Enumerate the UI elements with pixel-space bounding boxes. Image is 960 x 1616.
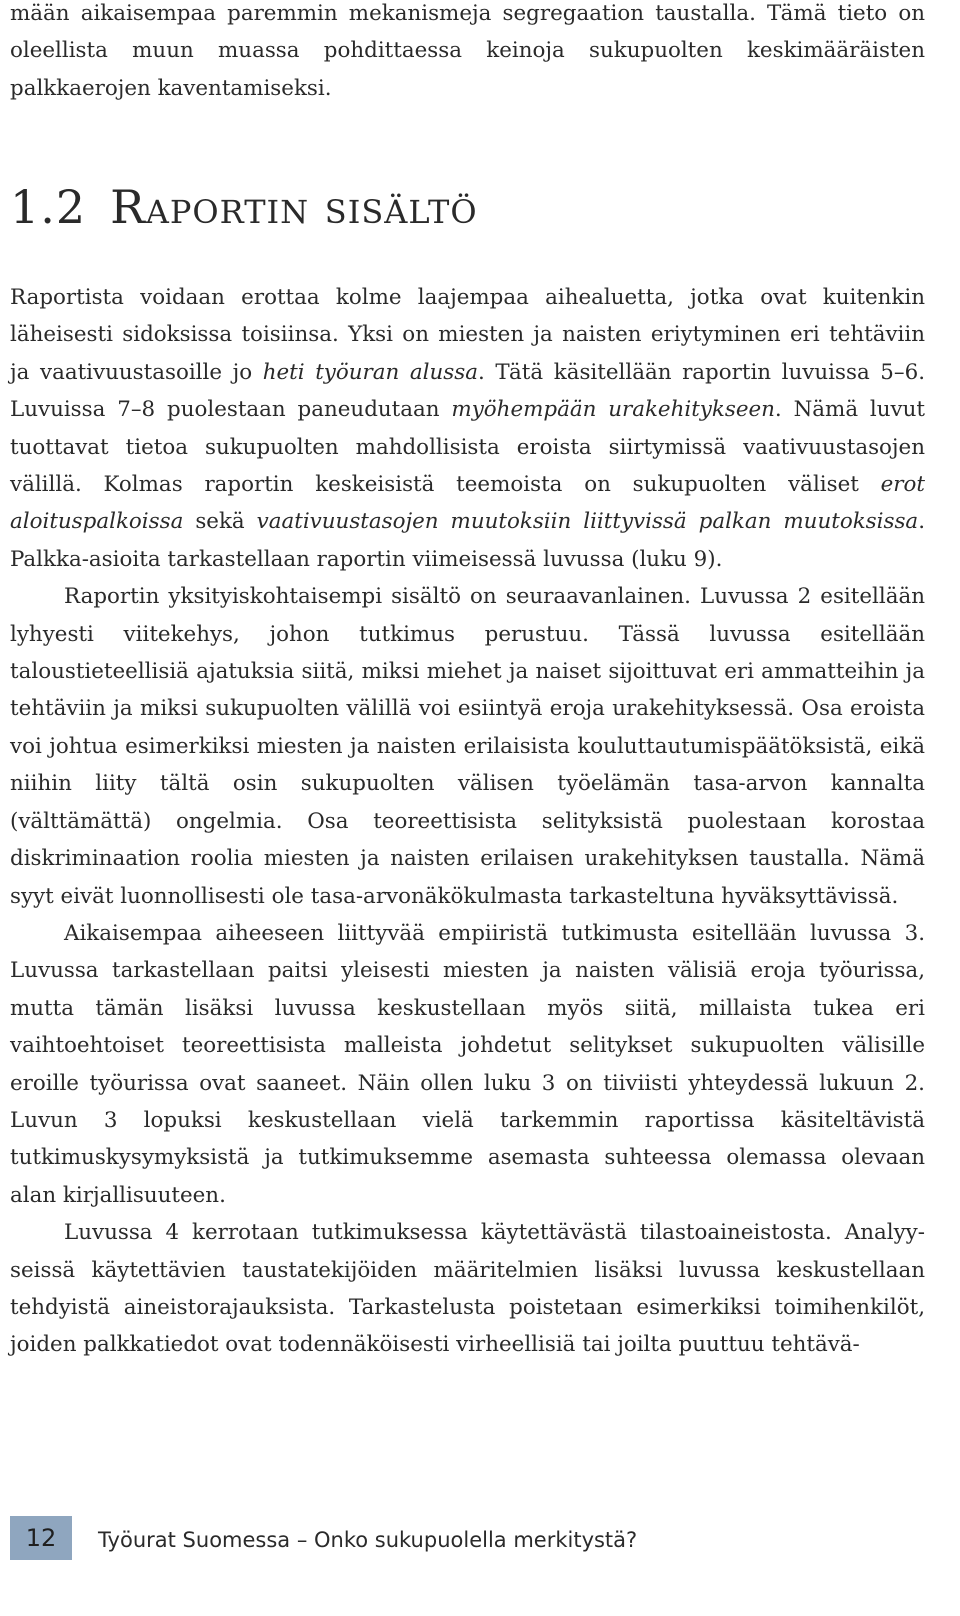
paragraph-1-part: . Tätä käsitellään raportin luvuissa 5–6. Luvuissa 7–8 puolestaan paneudutaan	[10, 359, 926, 423]
paragraph-1-part: Raportista voidaan erottaa kolme laajempaa aihealuetta, jotka ovat kuitenkin läheisesti sidoksissa toisiinsa. Yksi on miesten ja naisten eriytyminen eri tehtäviin ja vaativuustasoille jo	[10, 285, 925, 385]
intro-paragraph	[10, 0, 925, 107]
paragraph-1-part: . Palkka-asioita tarkastellaan raportin viimeisessä luvussa (luku 9).	[10, 509, 925, 572]
emphasis-text: vaativuustasojen muutoksiin liittyvissä palkan muutoksissa	[256, 509, 919, 535]
paragraph-2: Raportin yksityiskohtaisempi sisältö on seuraavanlainen. Luvussa 2 esitellään lyhyesti viitekehys, johon tutkimus perustuu. Tässä luvussa esitellään taloustieteellisiä ajatuksia siitä, miksi miehet ja naiset sijoittuvat eri ammatteihin ja tehtäviin ja miksi sukupuolten välillä voi esiintyä eroja urakehityksessä. Osa eroista voi johtua esimerkiksi miesten ja naisten erilaisista kouluttautumispäätöksistä, eikä niihin liity tältä osin sukupuolten välisen työelämän tasa-arvon kannalta (välttämättä) ongelmia. Osa teoreettisista selityksistä puolestaan korostaa diskriminaation roolia miesten ja naisten erilaisen urakehityksen taustalla. Nämä syyt eivät luonnollisesti ole tasa-arvonäkökulmasta tarkasteltuna hyväksyttävissä.	[10, 584, 925, 909]
section-number: 1.2	[10, 180, 87, 234]
emphasis-text: erot aloituspalkoissa	[10, 472, 925, 535]
body-text	[10, 279, 925, 1364]
intro-text: mään aikaisempaa paremmin mekanismeja segregaation taustalla. Tämä tieto on oleellista muun muassa pohdittaessa keinoja sukupuolten keskimääräisten palkkaerojen kaventamiseksi.	[10, 1, 925, 101]
emphasis-text: heti työuran alussa	[262, 359, 478, 385]
page-footer	[10, 1516, 910, 1562]
paragraph-1-part: sekä	[183, 509, 257, 535]
paragraph-1	[10, 279, 925, 578]
page-number: 12	[10, 1516, 72, 1560]
section-title: Raportin sisältö	[110, 180, 478, 234]
publication-title: Työurat Suomessa – Onko sukupuolella merkitystä?	[98, 1528, 638, 1552]
paragraph-3: Aikaisempaa aiheeseen liittyvää empiiristä tutkimusta esitellään luvussa 3. Luvussa tarkastellaan paitsi yleisesti miesten ja naisten välisiä eroja työurissa, mutta tämän lisäksi luvussa keskustellaan myös siitä, millaista tukea eri vaihtoehtoiset teoreettisista malleista johdetut selitykset sukupuolten välisille eroille työurissa ovat saaneet. Näin ollen luku 3 on tiiviisti yhteydessä lukuun 2. Luvun 3 lopuksi keskustellaan vielä tarkemmin raportissa käsiteltävistä tutkimuskysymyksistä ja tutkimuksemme asemasta suhteessa olemassa olevaan alan kirjallisuuteen.	[10, 920, 925, 1208]
paragraph-4: Luvussa 4 kerrotaan tutkimuksessa käytettävästä tilastoaineistosta. Analyyseissä käytettävien taustatekijöiden määritelmien lisäksi luvussa keskustellaan tehdyistä aineistorajauksista. Tarkastelusta poistetaan esimerkiksi toimihenkilöt, joiden palkkatiedot ovat todennäköisesti virheellisiä tai joilta puuttuu tehtävä-	[10, 1220, 925, 1358]
paragraph-1-part: . Nämä luvut tuottavat tietoa sukupuolten mahdollisista eroista siirtymissä vaativuustasojen välillä. Kolmas raportin keskeisistä teemoista on sukupuolten väliset	[10, 397, 925, 498]
emphasis-text: myöhempään urakehitykseen	[451, 397, 775, 423]
section-heading	[10, 180, 478, 240]
